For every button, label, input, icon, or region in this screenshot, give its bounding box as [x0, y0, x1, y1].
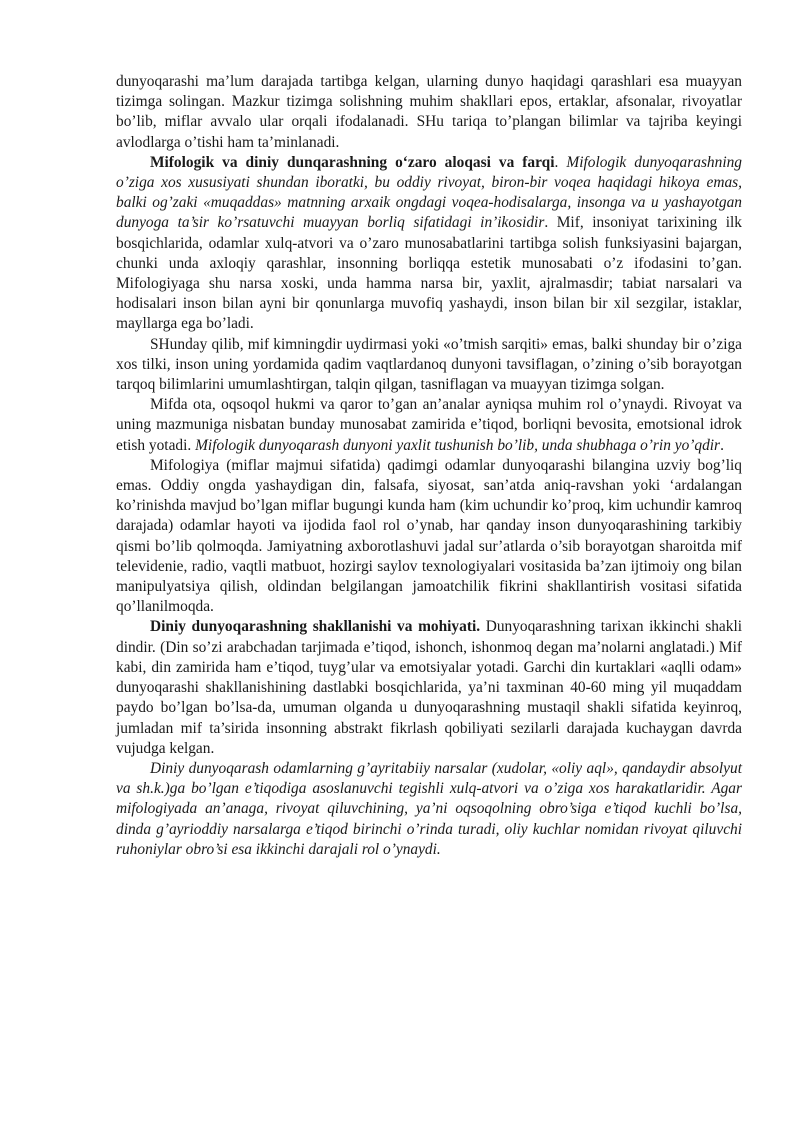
paragraph-2-punct: . — [554, 153, 567, 171]
paragraph-3 — [116, 335, 742, 396]
paragraph-3-text: SHunday qilib, mif kimningdir uydirmasi yoki «o’tmish sarqiti» emas, balki shunday bir o’ziga xos tilki, inson uning yordamida qadim vaqtlardanoq dunyoni tavsiflagan, o’zining o’sib borayotgan tarqoq bilimlarini umumlashtirgan, talqin qilgan, tasniflagan va muayyan tizimga solgan. — [116, 335, 742, 394]
section-heading-religious-worldview: Diniy dunyoqarashning shakllanishi va mohiyati. — [150, 618, 481, 636]
paragraph-5-text: Mifologiya (miflar majmui sifatida) qadimgi odamlar dunyoqarashi bilangina uzviy bog’liq emas. Oddiy ongda yashaydigan din, falsafa, siyosat, san’atda aniq-ravshan yoki ‘ardalangan ko’rinishda mavjud bo’lgan miflar bugungi kunda ham (kim uchundir ko’proq, kim uchundir kamroq darajada) odamlar hayoti va ijodida faol rol o’ynab, har qanday inson dunyoqarashining tarkibiy qismi bo’lib qolmoqda. Jamiyatning axborotlashuvi jadal sur’atlarda o’sib borayotgan sharoitda mif televidenie, radio, vaqtli matbuot, hozirgi saylov texnologiyalari vositasida ba’zan ijtimoiy ong bilan manipulyatsiya qilish, oldindan belgilangan jamoatchilik fikrini shakllantirish vositasi sifatida qo’llanilmoqda. — [116, 456, 742, 616]
paragraph-1-text: dunyoqarashi ma’lum darajada tartibga kelgan, ularning dunyo haqidagi qarashlari esa muayyan tizimga solingan. Mazkur tizimga solishning muhim shakllari epos, ertaklar, afsonalar, rivoyatlar bo’lib, miflar avvalo ular orqali ifodalanadi. SHu tariqa to’plangan bilimlar va tajriba keyingi avlodlarga o’tishi ham ta’minlanadi. — [116, 73, 742, 151]
paragraph-2-italic: Mifologik dunyoqarashning o’ziga xos xususiyati shundan iboratki, bu oddiy rivoyat, biron-bir voqea haqidagi hikoya emas, balki og’zaki «muqaddas» matnning arxaik ongdagi voqea-hodisalarga, insonga va u yashayotgan dunyoga ta’sir ko’rsatuvchi muayyan borliq sifatidagi in’ikosidir — [116, 153, 742, 232]
section-heading-mythological-religious: Mifologik va diniy dunqarashning o‘zaro aloqasi va farqi — [150, 153, 555, 171]
paragraph-6 — [116, 617, 742, 758]
paragraph-5 — [116, 456, 742, 618]
paragraph-7 — [116, 759, 742, 860]
paragraph-1 — [116, 72, 742, 153]
paragraph-4-punct: . — [720, 436, 724, 454]
paragraph-2-text: . Mif, insoniyat tarixining ilk bosqichlarida, odamlar xulq-atvori va o’zaro munosabatlarini tartibga solish funksiyasini bajargan, chunki unda axloqiy qarashlar, insonning borliqqa estetik munosabati o’z ifodasini to’gan. Mifologiyaga shu narsa xoski, unda hamma narsa bir, yaxlit, ajralmasdir; tabiat narsalari va hodisalari inson bilan ayni bir qonunlarga muvofiq yashaydi, inson bilan bir xil sezgilar, istaklar, mayllarga ega bo’ladi. — [116, 214, 742, 333]
paragraph-4 — [116, 395, 742, 456]
document-page — [116, 72, 742, 860]
paragraph-4-italic: Mifologik dunyoqarash dunyoni yaxlit tushunish bo’lib, unda shubhaga o’rin yo’qdir — [195, 436, 721, 454]
paragraph-6-text: Dunyoqarashning tarixan ikkinchi shakli dindir. (Din so’zi arabchadan tarjimada e’tiqod, ishonch, ishonmoq degan ma’nolarni anglatadi.) Mif kabi, din zamirida ham e’tiqod, tuyg’ular va emotsiyalar yotadi. Garchi din kurtaklari «aqlli odam» dunyoqarashi shakllanishining dastlabki bosqichlarida, ya’ni taxminan 40-60 ming yil muqaddam paydo bo’lgan bo’lsa-da, umuman olganda u dunyoqarashning mustaqil shakli sifatida keyinroq, jumladan mif ta’sirida insonning abstrakt fikrlash qobiliyati sezilarli darajada kuchaygan davrda vujudga kelgan. — [116, 618, 742, 757]
paragraph-7-italic: Diniy dunyoqarash odamlarning g’ayritabiiy narsalar (xudolar, «oliy aql», qandaydir absolyut va sh.k.)ga bo’lgan e’tiqodiga asoslanuvchi tegishli xulq-atvori va o’ziga xos harakatlaridir. Agar mifologiyada an’anaga, rivoyat qiluvchining, ya’ni oqsoqolning obro’siga e’tiqod kuchli bo’lsa, dinda g’ayrioddiy narsalarga e’tiqod birinchi o’rinda turadi, oliy kuchlar nomidan rivoyat qiluvchi ruhoniylar obro’si esa ikkinchi darajali rol o’ynaydi. — [116, 759, 742, 858]
paragraph-2 — [116, 153, 742, 335]
paragraph-4-text: Mifda ota, oqsoqol hukmi va qaror to’gan an’analar ayniqsa muhim rol o’ynaydi. Rivoyat va uning mazmuniga nisbatan bunday munosabat zamirida e’tiqod, borliqni bevosita, emotsional idrok etish yotadi. — [116, 396, 742, 454]
